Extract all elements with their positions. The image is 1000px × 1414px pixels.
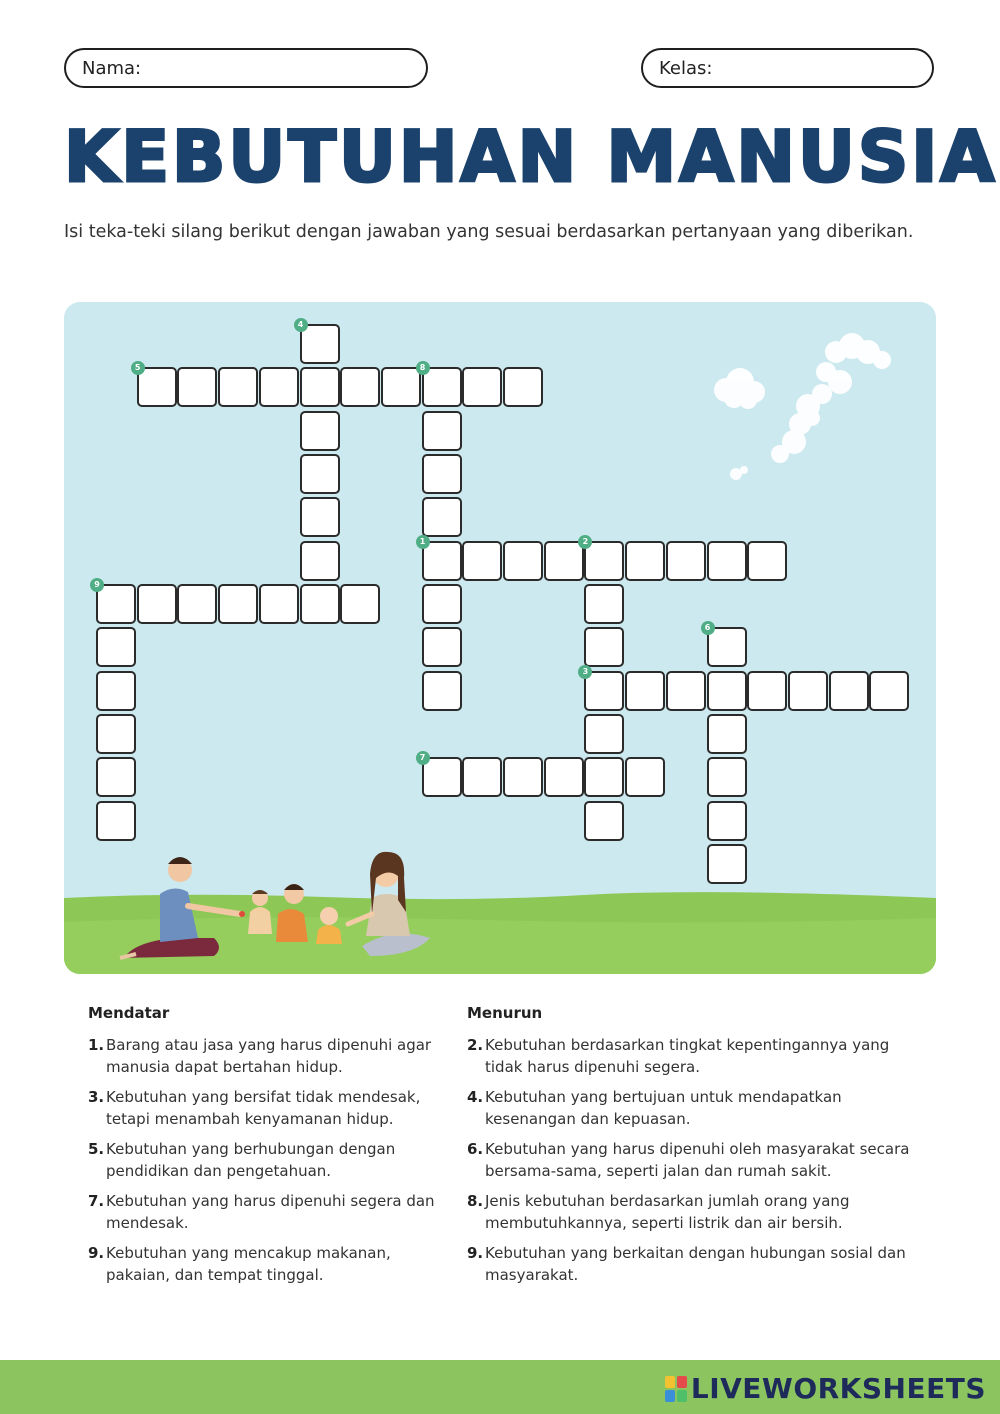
crossword-cell-input[interactable] [302,413,338,449]
crossword-cell-input[interactable] [342,369,378,405]
crossword-cell[interactable] [747,541,787,581]
crossword-cell-input[interactable] [139,369,175,405]
footer-bar [0,1360,1000,1414]
crossword-cell[interactable] [584,671,624,711]
name-label: Nama: [82,58,142,79]
crossword-cell-input[interactable] [302,326,338,362]
crossword-cell-input[interactable] [424,673,460,709]
crossword-cell[interactable] [584,714,624,754]
crossword-cell-input[interactable] [98,716,134,752]
crossword-cell-input[interactable] [302,456,338,492]
crossword-cell-input[interactable] [586,629,622,665]
liveworksheets-logo-icon [665,1376,687,1402]
crossword-cell-input[interactable] [586,543,622,579]
crossword-cell-input[interactable] [709,673,745,709]
crossword-cell-input[interactable] [464,369,500,405]
crossword-cell-input[interactable] [302,499,338,535]
crossword-cell[interactable] [625,757,665,797]
crossword-cell-input[interactable] [546,543,582,579]
clue-number-badge: 4 [294,318,308,332]
crossword-cell[interactable] [96,671,136,711]
crossword-cell[interactable] [544,757,584,797]
crossword-cell-input[interactable] [98,759,134,795]
down-clues [467,1004,912,1294]
clue-item: 1. Barang atau jasa yang harus dipenuhi agar manusia dapat bertahan hidup. [88,1036,432,1076]
crossword-cell[interactable] [340,584,380,624]
crossword-cell-input[interactable] [98,673,134,709]
crossword-cell-input[interactable] [302,543,338,579]
crossword-cell-input[interactable] [424,759,460,795]
across-heading: Mendatar [88,1004,170,1022]
clue-number-badge: 1 [416,535,430,549]
crossword-cell-input[interactable] [546,759,582,795]
crossword-cell[interactable] [300,454,340,494]
crossword-cell-input[interactable] [179,586,215,622]
crossword-cell[interactable] [259,367,299,407]
crossword-cell-input[interactable] [586,673,622,709]
crossword-cell[interactable] [707,844,747,884]
crossword-cell[interactable] [584,757,624,797]
crossword-cell[interactable] [259,584,299,624]
crossword-cell[interactable] [96,627,136,667]
crossword-cell-input[interactable] [586,803,622,839]
crossword-cell-input[interactable] [668,673,704,709]
crossword-cell[interactable] [747,671,787,711]
crossword-cell-input[interactable] [424,413,460,449]
crossword-cell[interactable] [300,367,340,407]
crossword-cell-input[interactable] [709,803,745,839]
crossword-cell-input[interactable] [424,456,460,492]
crossword-cell[interactable] [707,671,747,711]
crossword-cell-input[interactable] [342,586,378,622]
crossword-cell[interactable] [666,541,706,581]
crossword-cell-input[interactable] [505,543,541,579]
down-heading: Menurun [467,1004,543,1022]
crossword-cell[interactable] [788,671,828,711]
page-title: KEBUTUHAN MANUSIA [64,116,998,198]
crossword-cell-input[interactable] [261,369,297,405]
crossword-cell[interactable] [300,411,340,451]
name-input[interactable] [150,54,412,84]
crossword-cell[interactable] [707,801,747,841]
clue-item: 7. Kebutuhan yang harus dipenuhi segera dan mendesak. [88,1192,435,1232]
clue-item: 6. Kebutuhan yang harus dipenuhi oleh masyarakat secara bersama-sama, seperti jalan dan rumah sakit. [467,1140,910,1180]
crossword-cell-input[interactable] [627,543,663,579]
crossword-cell-input[interactable] [790,673,826,709]
crossword-cell[interactable] [137,367,177,407]
crossword-cell-input[interactable] [871,673,907,709]
crossword-cell[interactable] [462,367,502,407]
crossword-cell-input[interactable] [709,543,745,579]
crossword-cell-input[interactable] [464,543,500,579]
crossword-cell[interactable] [625,541,665,581]
crossword-cell[interactable] [422,627,462,667]
crossword-cell-input[interactable] [668,543,704,579]
brand-text: LIVEWORKSHEETS [690,1372,986,1405]
crossword-cell[interactable] [422,411,462,451]
crossword-cell-input[interactable] [424,369,460,405]
crossword-cell[interactable] [218,584,258,624]
crossword-cell[interactable] [707,541,747,581]
crossword-cell[interactable] [584,541,624,581]
instructions: Isi teka-teki silang berikut dengan jawaban yang sesuai berdasarkan pertanyaan yang diberikan. [64,222,914,242]
crossword-cell-input[interactable] [98,803,134,839]
crossword-cell-input[interactable] [505,369,541,405]
crossword-cell-input[interactable] [261,586,297,622]
crossword-cell-input[interactable] [179,369,215,405]
crossword-cell-input[interactable] [505,759,541,795]
crossword-cell-input[interactable] [424,586,460,622]
brand[interactable] [665,1372,986,1405]
crossword-cell-input[interactable] [709,629,745,665]
crossword-cell[interactable] [96,584,136,624]
crossword-cell-input[interactable] [220,586,256,622]
crossword-cell-input[interactable] [139,586,175,622]
crossword-cell[interactable] [666,671,706,711]
crossword-cell-input[interactable] [586,716,622,752]
crossword-cell[interactable] [422,497,462,537]
clue-item: 2. Kebutuhan berdasarkan tingkat kepentingannya yang tidak harus dipenuhi segera. [467,1036,890,1076]
crossword-cell[interactable] [462,757,502,797]
crossword-cell-input[interactable] [220,369,256,405]
crossword-cell[interactable] [300,497,340,537]
crossword-cell[interactable] [96,801,136,841]
crossword-cell[interactable] [422,671,462,711]
crossword-cell[interactable] [544,541,584,581]
crossword-cell[interactable] [137,584,177,624]
crossword-panel [64,302,936,974]
crossword-cell-input[interactable] [749,673,785,709]
clue-number-badge: 5 [131,361,145,375]
crossword-cell-input[interactable] [302,586,338,622]
crossword-cell[interactable] [300,584,340,624]
crossword-cell[interactable] [218,367,258,407]
crossword-cell[interactable] [503,541,543,581]
crossword-cell[interactable] [300,541,340,581]
clue-item: 9. Kebutuhan yang mencakup makanan, pakaian, dan tempat tinggal. [88,1244,391,1284]
crossword-cell[interactable] [625,671,665,711]
crossword-cell[interactable] [707,627,747,667]
crossword-cell-input[interactable] [586,759,622,795]
class-field[interactable] [641,48,934,88]
crossword-cell-input[interactable] [586,586,622,622]
crossword-cell[interactable] [584,584,624,624]
crossword-cell-input[interactable] [424,543,460,579]
clue-number-badge: 8 [416,361,430,375]
crossword-cell[interactable] [177,584,217,624]
crossword-cell[interactable] [422,757,462,797]
crossword-cell[interactable] [829,671,869,711]
crossword-cell[interactable] [422,584,462,624]
crossword-cell-input[interactable] [627,673,663,709]
crossword-cell[interactable] [340,367,380,407]
class-input[interactable] [727,54,918,84]
crossword-cell[interactable] [422,454,462,494]
clue-number-badge: 9 [90,578,104,592]
clue-item: 8. Jenis kebutuhan berdasarkan jumlah orang yang membutuhkannya, seperti listrik dan air bersih. [467,1192,850,1232]
crossword-cell[interactable] [869,671,909,711]
clue-item: 5. Kebutuhan yang berhubungan dengan pendidikan dan pengetahuan. [88,1140,396,1180]
crossword-cell-input[interactable] [424,499,460,535]
crossword-cell[interactable] [584,801,624,841]
crossword-cell-input[interactable] [464,759,500,795]
crossword-cell[interactable] [422,367,462,407]
clue-item: 3. Kebutuhan yang bersifat tidak mendesak, tetapi menambah kenyamanan hidup. [88,1088,421,1128]
crossword-cell-input[interactable] [424,629,460,665]
crossword-cell[interactable] [96,714,136,754]
crossword-cell-input[interactable] [98,586,134,622]
crossword-cell[interactable] [96,757,136,797]
crossword-cell-input[interactable] [709,716,745,752]
name-field[interactable] [64,48,428,88]
clue-item: 4. Kebutuhan yang bertujuan untuk mendapatkan kesenangan dan kepuasan. [467,1088,842,1128]
crossword-cell-input[interactable] [831,673,867,709]
crossword-grid [64,302,936,974]
clue-number-badge: 7 [416,751,430,765]
crossword-cell[interactable] [584,627,624,667]
crossword-cell-input[interactable] [302,369,338,405]
crossword-cell[interactable] [381,367,421,407]
clue-number-badge: 3 [578,665,592,679]
crossword-cell[interactable] [503,757,543,797]
crossword-cell[interactable] [462,541,502,581]
crossword-cell-input[interactable] [749,543,785,579]
clue-number-badge: 2 [578,535,592,549]
crossword-cell[interactable] [177,367,217,407]
clue-number-badge: 6 [701,621,715,635]
clue-item: 9. Kebutuhan yang berkaitan dengan hubungan sosial dan masyarakat. [467,1244,906,1284]
across-clues [88,1004,443,1294]
crossword-cell[interactable] [707,757,747,797]
crossword-cell-input[interactable] [627,759,663,795]
class-label: Kelas: [659,58,713,79]
crossword-cell[interactable] [503,367,543,407]
crossword-cell-input[interactable] [383,369,419,405]
crossword-cell-input[interactable] [709,846,745,882]
crossword-cell[interactable] [707,714,747,754]
crossword-cell-input[interactable] [709,759,745,795]
crossword-cell-input[interactable] [98,629,134,665]
